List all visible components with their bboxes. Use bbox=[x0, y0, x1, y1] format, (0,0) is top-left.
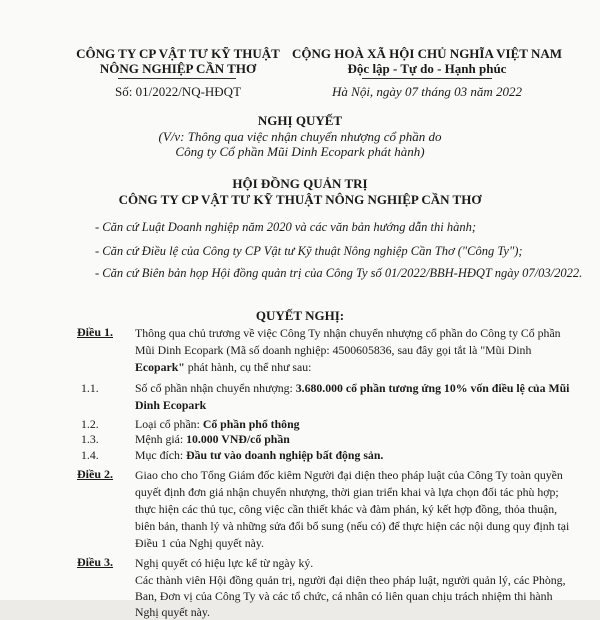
item-number: 1.3. bbox=[81, 432, 99, 446]
item-1-2: Loại cổ phần: Cổ phần phổ thông bbox=[135, 417, 300, 431]
article-3-line: Ban, Đơn vị của Công Ty và các tổ chức, cá nhân có liên quan chịu trách nhiệm thi hành bbox=[135, 589, 553, 603]
article-1-line: Mũi Dinh Ecopark (Mã số doanh nghiệp: 4500605836, sau đây gọi tắt là "Mũi Dinh bbox=[135, 343, 532, 357]
header-left-rule bbox=[118, 78, 236, 79]
resolution-title: NGHỊ QUYẾT bbox=[257, 113, 343, 128]
place-date: Hà Nội, ngày 07 tháng 03 năm 2022 bbox=[332, 84, 522, 99]
item-1-1: Số cổ phần nhận chuyển nhượng: 3.680.000 cổ phần tương ứng 10% vốn điều lệ của Mũi bbox=[135, 381, 570, 395]
resolution-subtitle-line1: (V/v: Thông qua việc nhận chuyển nhượng cổ phần do bbox=[158, 129, 442, 144]
nation-title: CỘNG HOÀ XÃ HỘI CHỦ NGHĨA VIỆT NAM bbox=[292, 46, 563, 61]
article-2-line: biên bản, thanh lý và những sửa đổi bổ sung (nếu có) để thực hiện các nội dung quy định tại bbox=[135, 519, 570, 533]
company-name-line1: CÔNG TY CP VẬT TƯ KỸ THUẬT bbox=[76, 46, 280, 61]
board-title: HỘI ĐỒNG QUẢN TRỊ bbox=[232, 176, 368, 191]
item-number: 1.1. bbox=[81, 381, 99, 395]
article-1-line: Ecopark" phát hành, cụ thể như sau: bbox=[135, 360, 312, 374]
document-number: Số: 01/2022/NQ-HĐQT bbox=[114, 84, 242, 99]
item-number: 1.4. bbox=[81, 448, 99, 462]
article-2-line: quyết định đơn giá nhận chuyển nhượng, thời gian triển khai và lựa chọn đối tác phù hợp; bbox=[135, 485, 559, 499]
basis-item: - Căn cứ Luật Doanh nghiệp năm 2020 và các văn bản hướng dẫn thi hành; bbox=[95, 220, 477, 234]
item-1-1-cont: Dinh Ecopark bbox=[135, 398, 207, 412]
article-2-label: Điều 2. bbox=[77, 467, 113, 481]
article-3-label: Điều 3. bbox=[77, 555, 113, 569]
article-3-line: Nghị quyết này. bbox=[135, 605, 210, 619]
article-2-line: Giao cho cho Tổng Giám đốc kiêm Người đại diện theo pháp luật của Công Ty toàn quyền bbox=[135, 468, 563, 482]
header-right-rule bbox=[362, 78, 492, 79]
company-name-line2: NÔNG NGHIỆP CẦN THƠ bbox=[99, 61, 257, 76]
nation-motto: Độc lập - Tự do - Hạnh phúc bbox=[347, 61, 507, 76]
article-1-label: Điều 1. bbox=[77, 325, 113, 339]
resolution-heading: QUYẾT NGHỊ: bbox=[255, 308, 345, 323]
article-3-line: Nghị quyết có hiệu lực kể từ ngày ký. bbox=[135, 556, 314, 570]
article-2-line: Điều 1 của Nghị quyết này. bbox=[135, 536, 264, 550]
article-1-line: Thông qua chủ trương về việc Công Ty nhận chuyển nhượng cổ phần do Công ty Cổ phần bbox=[135, 326, 561, 340]
board-company: CÔNG TY CP VẬT TƯ KỸ THUẬT NÔNG NGHIỆP CẦN THƠ bbox=[118, 192, 482, 207]
article-2-line: thực hiện các thủ tục, công việc cần thiết khác và đàm phán, ký kết hợp đồng, thỏa thuận, bbox=[135, 502, 558, 516]
article-3-line: Các thành viên Hội đồng quản trị, người đại diện theo pháp luật, người quản lý, các Phòng, bbox=[135, 573, 566, 587]
basis-item: - Căn cứ Biên bản họp Hội đồng quản trị của Công Ty số 01/2022/BBH-HĐQT ngày 07/03/2022. bbox=[95, 266, 583, 280]
resolution-subtitle-line2: Công ty Cổ phần Mũi Dinh Ecopark phát hành) bbox=[175, 144, 425, 159]
item-1-4: Mục đích: Đầu tư vào doanh nghiệp bất động sản. bbox=[135, 448, 384, 462]
basis-item: - Căn cứ Điều lệ của Công ty CP Vật tư Kỹ thuật Nông nghiệp Cần Thơ ("Công Ty"); bbox=[95, 244, 523, 258]
item-1-3: Mệnh giá: 10.000 VNĐ/cổ phần bbox=[135, 432, 290, 446]
item-number: 1.2. bbox=[81, 417, 99, 431]
